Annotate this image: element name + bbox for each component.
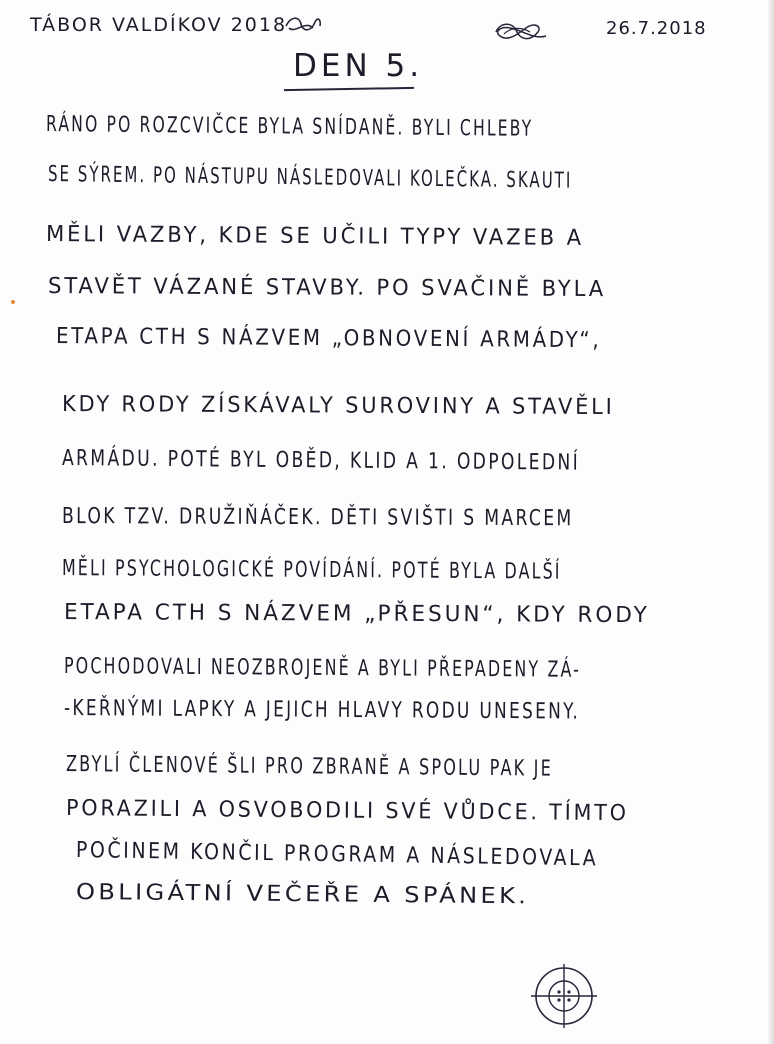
text-line: RÁNO PO ROZCVIČCE BYLA SNÍDANĚ. BYLI CHLEBY xyxy=(45,112,534,142)
target-crosshair-icon xyxy=(529,962,599,1032)
header-scribble-icon xyxy=(283,14,323,36)
text-line: OBLIGÁTNÍ VEČEŘE A SPÁNEK. xyxy=(75,880,530,910)
text-line: ZBYLÍ ČLENOVÉ ŠLI PRO ZBRANĚ A SPOLU PAK JE xyxy=(65,752,554,782)
paper-speck xyxy=(11,300,15,304)
text-line: ETAPA CTH S NÁZVEM „PŘESUN“, KDY RODY xyxy=(63,600,650,629)
title-underline xyxy=(284,87,414,91)
text-line: BLOK TZV. DRUŽIŇÁČEK. DĚTI SVIŠTI S MARCEM xyxy=(61,504,574,532)
paper-edge xyxy=(768,0,774,1044)
center-scribble-icon xyxy=(490,18,550,48)
page-title: DEN 5. xyxy=(293,48,424,84)
text-line: POČINEM KONČIL PROGRAM A NÁSLEDOVALA xyxy=(75,838,599,872)
text-line: ARMÁDU. POTÉ BYL OBĚD, KLID A 1. ODPOLEDNÍ xyxy=(61,446,581,476)
text-line: SE SÝREM. PO NÁSTUPU NÁSLEDOVALI KOLEČKA. SKAUTI xyxy=(47,162,573,194)
text-line: ETAPA CTH S NÁZVEM „OBNOVENÍ ARMÁDY“, xyxy=(55,324,602,354)
text-line: POCHODOVALI NEOZBROJENĚ A BYLI PŘEPADENY ZÁ- xyxy=(63,654,582,683)
text-line: MĚLI PSYCHOLOGICKÉ POVÍDÁNÍ. POTÉ BYLA DALŠÍ xyxy=(61,556,562,585)
text-line: -KEŘNÝMI LAPKY A JEJICH HLAVY RODU UNESENY. xyxy=(63,696,581,725)
text-line: PORAZILI A OSVOBODILI SVÉ VŮDCE. TÍMTO xyxy=(65,796,629,827)
header-date: 26.7.2018 xyxy=(606,18,707,39)
text-line: STAVĚT VÁZANÉ STAVBY. PO SVAČINĚ BYLA xyxy=(47,274,607,303)
text-line: KDY RODY ZÍSKÁVALY SUROVINY A STAVĚLI xyxy=(61,392,615,421)
text-line: MĚLI VAZBY, KDE SE UČILI TYPY VAZEB A xyxy=(45,222,585,251)
header-camp-label: TÁBOR VALDÍKOV 2018 xyxy=(30,14,288,36)
